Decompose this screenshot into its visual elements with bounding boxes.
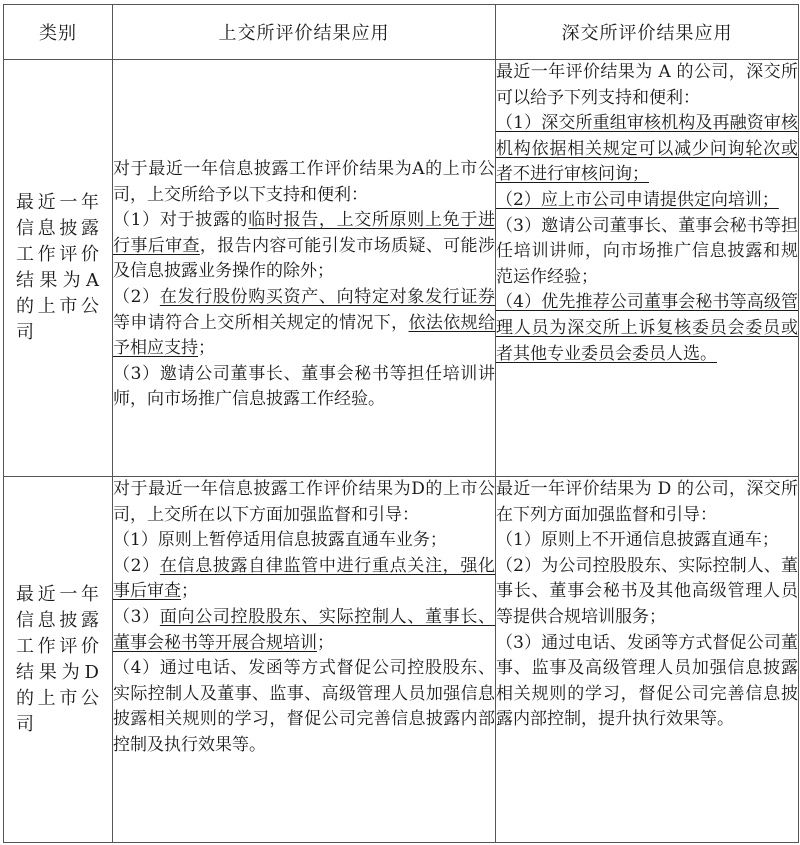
text-segment: （3） [113,606,160,627]
comparison-table [3,4,799,843]
text-segment: （2） [113,287,160,307]
underlined-text: 依法依规给予相应支持 [113,312,496,359]
paragraph [496,631,798,733]
text-segment: ； [317,632,334,653]
paragraph [496,60,798,111]
text-segment: （4）通过电话、发函等方式督促公司控股股东、实际控制人及董事、监事、高级管理人员加强信息披露相关规则的学习，督促公司完善信息披露内部控制及执行效果等。 [113,658,495,755]
sse-cell-a [113,60,496,477]
text-segment: （1）原则上不开通信息披露直通车； [496,530,779,551]
text-segment: （2） [113,555,160,576]
underlined-text: 在信息披露自律监管中进行重点关注，强化事后审查 [113,555,495,602]
paragraph [496,111,798,188]
text-segment: （3）邀请公司董事长、董事会秘书等担任培训讲师，向市场推广信息披露工作经验。 [113,363,495,410]
header-row [4,5,799,60]
sse-cell-d [113,477,496,843]
header-szse: 深交所评价结果应用 [496,5,799,60]
text-segment: （2）为公司控股股东、实际控制人、董事长、董事会秘书及其他高级管理人员等提供合规培训服务； [496,555,798,627]
underlined-text: 在发行股份购买资产、向特定对象发行证券 [159,287,495,307]
paragraph [496,290,798,367]
table-row-rating-a [4,60,799,477]
paragraph [496,214,798,291]
underlined-text: （2）应上市公司申请提供定向培训； [496,189,779,210]
paragraph [496,188,798,214]
paragraph [113,157,495,208]
underlined-text: 面向公司控股股东、实际控制人、董事长、董事会秘书等开展合规培训 [113,606,495,653]
text-segment: ，报告内容可能引发市场质疑、可能涉及信息披露业务操作的除外； [113,235,496,282]
text-segment: 对于最近一年信息披露工作评价结果为A的上市公司，上交所给予以下支持和便利： [113,159,495,205]
paragraph [113,477,495,528]
text-segment: （3）通过电话、发函等方式督促公司董事、监事及高级管理人员加强信息披露相关规则的学习，督促公司完善信息披露内部控制，提升执行效果等。 [496,632,798,730]
paragraph [113,656,495,758]
paragraph [113,554,495,605]
table-row-rating-d [4,477,799,843]
paragraph [113,605,495,656]
text-segment: （1）原则上暂停适用信息披露直通车业务； [113,530,447,551]
text-segment: （3）邀请公司董事长、董事会秘书等担任培训讲师，向市场推广信息披露和规范运作经验； [496,215,798,287]
underlined-text: （4）优先推荐公司董事会秘书等高级管理人员为深交所上诉复核委员会委员或者其他专业委员会委员人选。 [496,292,798,364]
text-segment: 最近一年评价结果为 A 的公司，深交所可以给予下列支持和便利： [496,62,798,108]
paragraph [113,528,495,554]
szse-cell-a [496,60,799,477]
underlined-text: （1）深交所重组审核机构及再融资审核机构依据相关规定可以减少问询轮次或者不进行审核问询； [496,113,798,185]
category-cell-a [4,60,113,477]
category-cell-d [4,477,113,843]
text-segment: 等申请符合上交所相关规定的情况下， [113,312,409,333]
underlined-text: 临时报告，上交所原则上免于进行事后审查 [113,210,495,256]
header-category: 类别 [4,5,113,60]
paragraph [113,208,495,285]
paragraph [496,554,798,631]
paragraph [113,362,495,413]
header-sse: 上交所评价结果应用 [113,5,496,60]
text-segment: 最近一年评价结果为 D 的公司，深交所在下列方面加强监督和引导： [496,479,798,525]
paragraph [496,477,798,528]
category-label: 最近一年信息披露工作评价结果为D的上市公司 [16,583,100,735]
text-segment: ； [198,338,215,359]
category-label: 最近一年信息披露工作评价结果为A的上市公司 [16,192,100,343]
text-segment: 对于最近一年信息披露工作评价结果为D的上市公司，上交所在以下方面加强监督和引导： [113,479,495,525]
text-segment: （1）对于披露的 [113,210,249,231]
szse-cell-d [496,477,799,843]
text-segment: ； [181,581,198,602]
paragraph [496,528,798,554]
paragraph [113,285,495,362]
